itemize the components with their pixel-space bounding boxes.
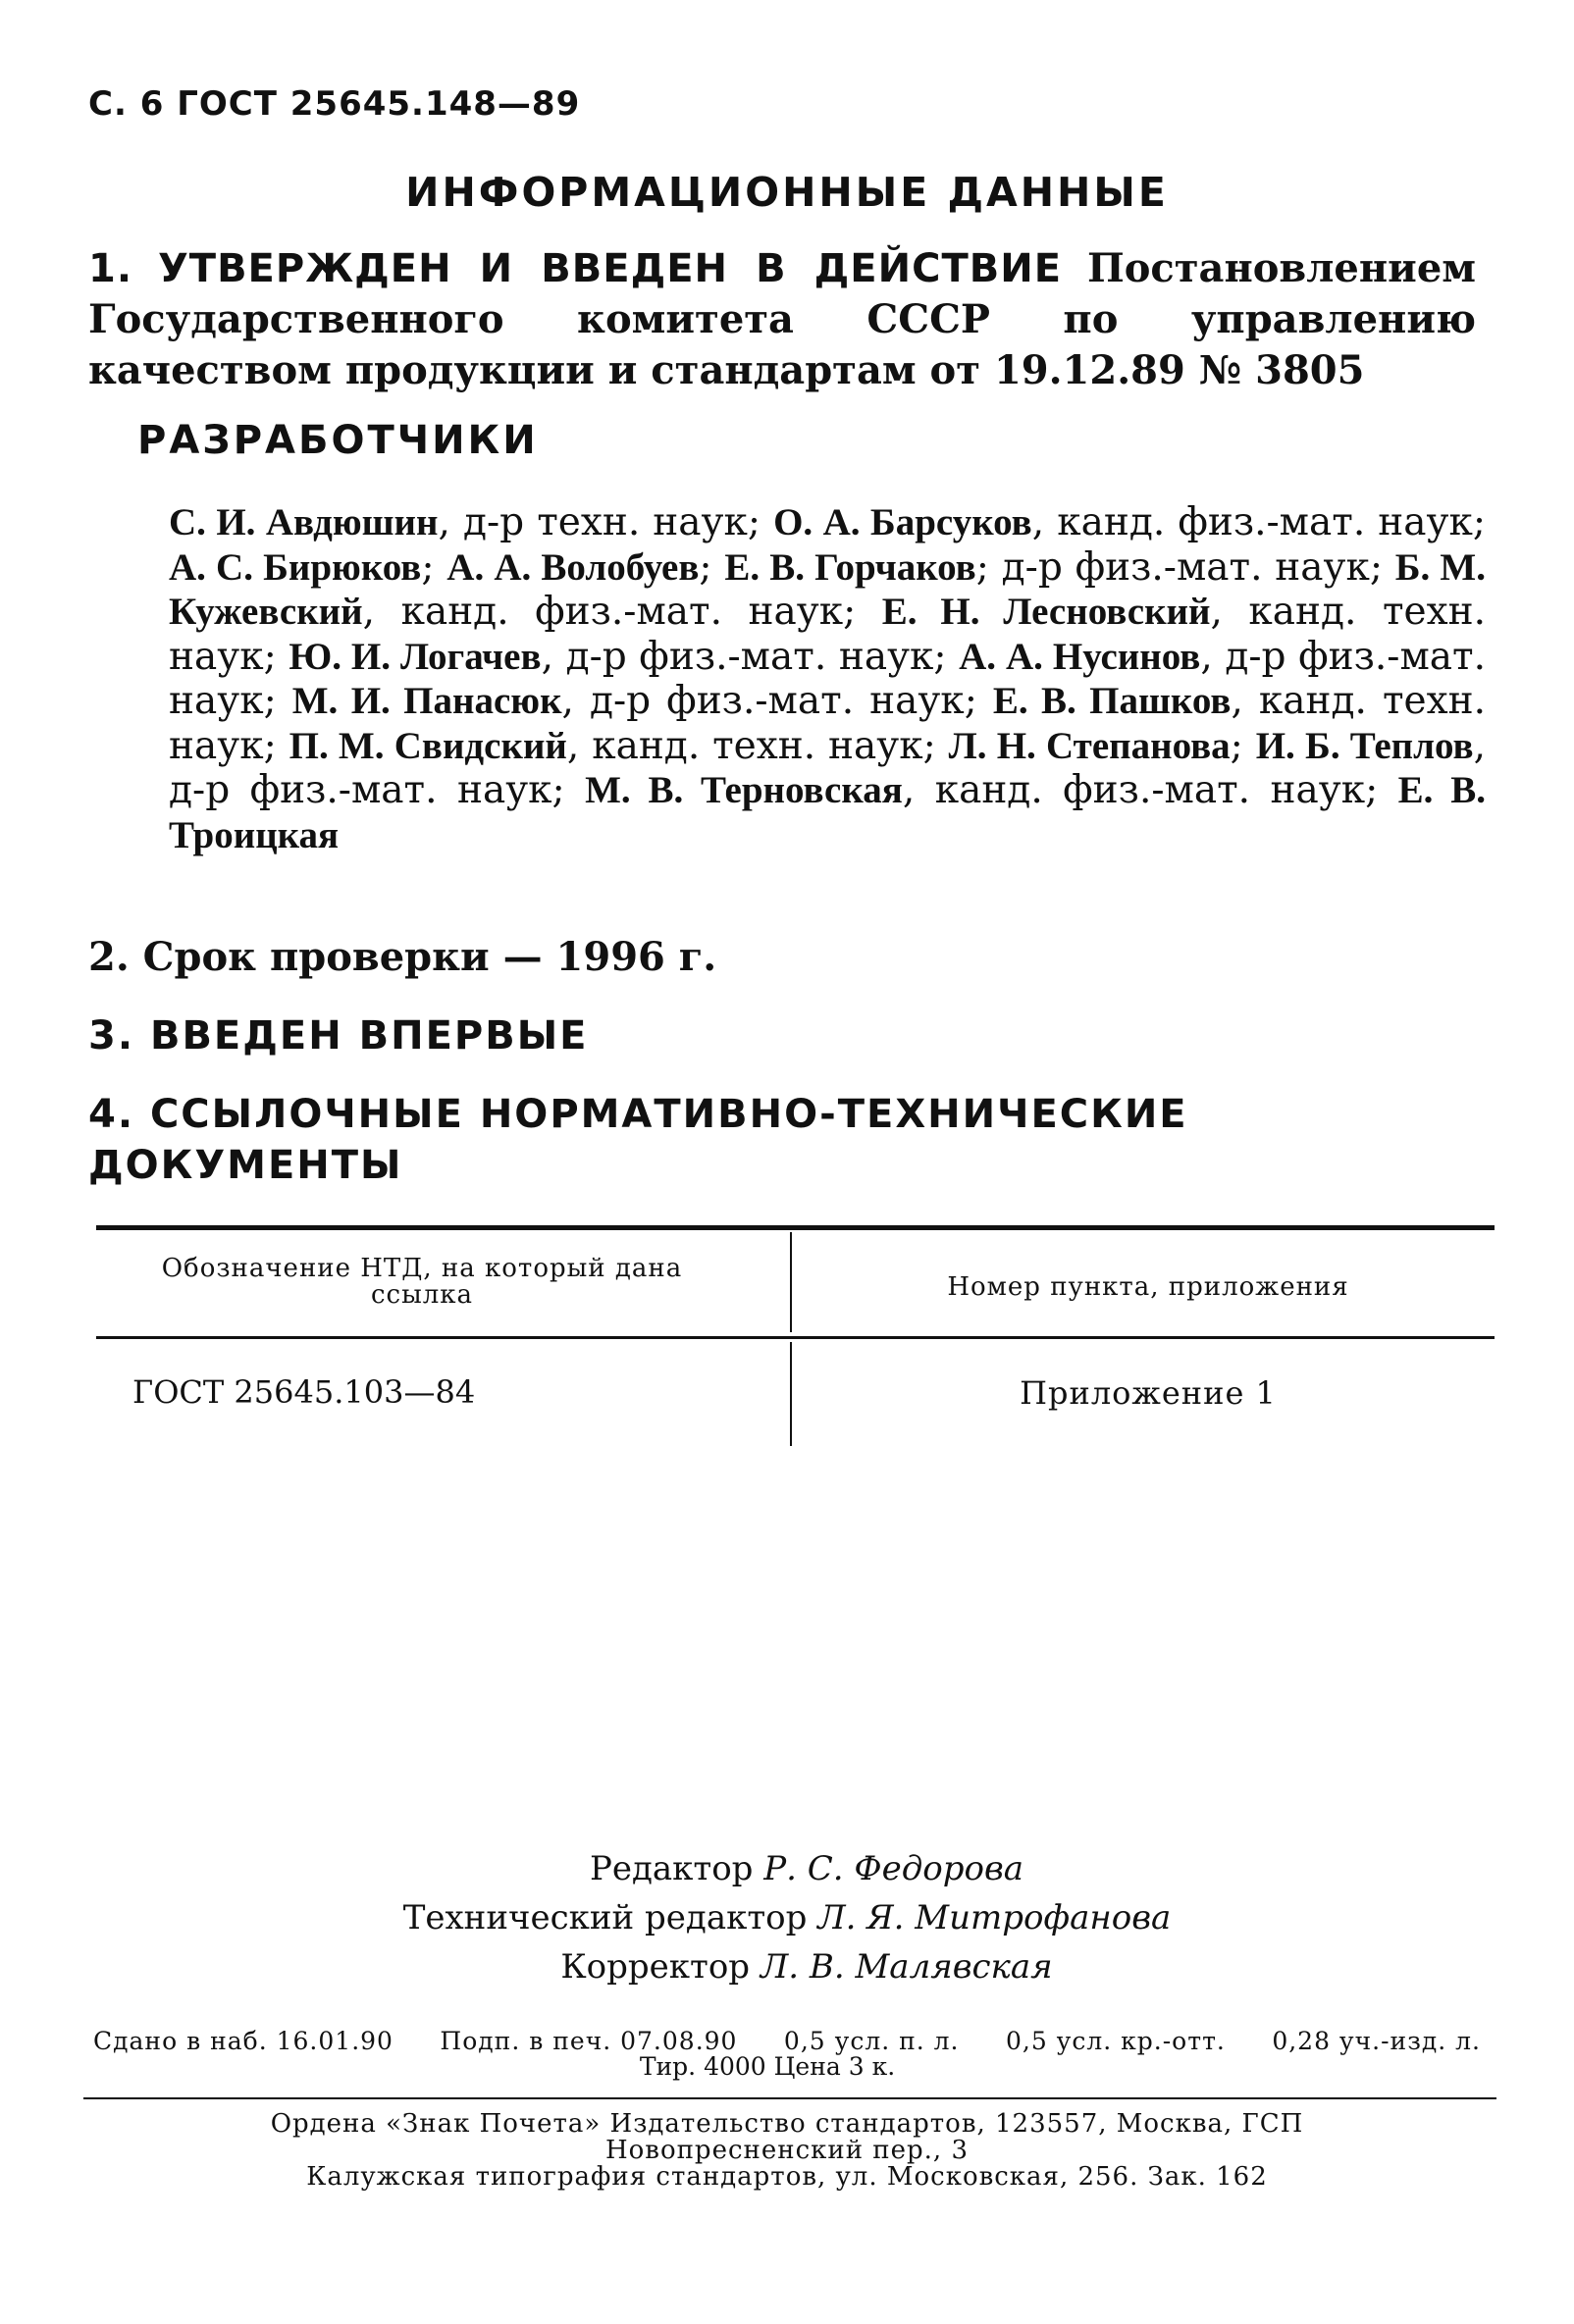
developer-degree: д-р физ.-мат. наук <box>589 679 965 723</box>
imprint-publisher-sheets: 0,28 уч.-изд. л. <box>1272 2027 1481 2055</box>
table-top-rule <box>96 1225 1495 1230</box>
developer-name: О. А. Барсуков <box>773 501 1032 543</box>
developer-name: Е. В. Пашков <box>992 680 1232 722</box>
developer-name: И. Б. Теплов <box>1255 724 1474 767</box>
developer-name: М. И. Панасюк <box>291 680 562 722</box>
imprint-submitted: Сдано в наб. 16.01.90 <box>93 2027 394 2055</box>
credit-person: Л. Я. Митрофанова <box>817 1898 1172 1937</box>
imprint-line-1 <box>93 2029 1481 2054</box>
developer-name: Е. Н. Лесновский <box>881 591 1211 633</box>
table-header-rule <box>96 1336 1495 1339</box>
credit-editor <box>0 1844 1574 1893</box>
developer-name: П. М. Свидский <box>289 724 567 767</box>
item-1-lead: УТВЕРЖДЕН И ВВЕДЕН В ДЕЙСТВИЕ <box>157 246 1063 291</box>
table-column-divider <box>790 1232 792 1332</box>
item-2: 2. Срок проверки — 1996 г. <box>88 934 717 980</box>
developer-name: А. А. Волобуев <box>446 545 700 589</box>
credits <box>0 1844 1574 1991</box>
developer-degree: канд. физ.-мат. наук <box>1057 500 1473 544</box>
item-4: 4. ССЫЛОЧНЫЕ НОРМАТИВНО-ТЕХНИЧЕСКИЕ ДОКУМЕНТЫ <box>88 1092 1188 1188</box>
credit-person: Р. С. Федорова <box>763 1849 1024 1888</box>
publisher-line: Новопресненский пер., 3 <box>604 2136 969 2165</box>
developer-degree: канд. техн. наук <box>592 723 923 768</box>
imprint-rule <box>83 2097 1496 2099</box>
developer-degree: д-р техн. наук <box>462 500 748 544</box>
item-1-text: Постановлением Государственного комитета СССР по управлению качеством продукции и стандартам от 19.12.89 № 3805 <box>88 245 1477 393</box>
developer-name: Е. В. Горчаков <box>724 545 976 589</box>
credit-person: Л. В. Малявская <box>760 1947 1053 1987</box>
credit-role: Технический редактор <box>402 1898 808 1937</box>
publisher-info <box>0 2111 1574 2191</box>
item-1 <box>88 243 1476 396</box>
developer-name: Б. М. Кужевский <box>169 545 1486 633</box>
credit-technical-editor <box>0 1893 1574 1942</box>
developer-degree: д-р физ.-мат. наук <box>169 768 552 812</box>
table-header-designation: Обозначение НТД, на который дана ссылка <box>161 1254 683 1310</box>
developer-degree: канд. физ.-мат. наук <box>934 768 1366 812</box>
table-header-clause: Номер пункта, приложения <box>947 1272 1349 1302</box>
publisher-line: Калужская типография стандартов, ул. Московская, 256. Зак. 162 <box>306 2162 1268 2192</box>
developer-degree: канд. физ.-мат. наук <box>400 590 844 634</box>
table-cell-designation: ГОСТ 25645.103—84 <box>132 1373 476 1411</box>
developer-name: А. С. Бирюков <box>169 545 422 589</box>
credit-proofreader <box>0 1942 1574 1991</box>
imprint-signed: Подп. в печ. 07.08.90 <box>440 2027 738 2055</box>
item-3: 3. ВВЕДЕН ВПЕРВЫЕ <box>88 1013 589 1059</box>
imprint-color-proofs: 0,5 усл. кр.-отт. <box>1005 2027 1226 2055</box>
developers-heading: РАЗРАБОТЧИКИ <box>137 418 539 463</box>
developer-degree: д-р физ.-мат. наук <box>1001 544 1370 590</box>
imprint-print-sheets: 0,5 усл. п. л. <box>783 2027 960 2055</box>
developer-name: С. И. Авдюшин <box>169 501 439 543</box>
developers-list: С. И. Авдюшин, д-р техн. наук; О. А. Барсуков, канд. физ.-мат. наук; А. С. Бирюков; А. А. Волобуев; Е. В. Горчаков; д-р физ.-мат. наук; Б. М. Кужевский, канд. физ.-мат. наук; Е. Н. Лесновский, канд. техн. наук; Ю. И. Логачев, д-р физ.-мат. наук; А. А. Нусинов, д-р физ.-мат. наук; М. И. Панасюк, д-р физ.-мат. наук; Е. В. Пашков, канд. техн. наук; П. М. Свидский, канд. техн. наук; Л. Н. Степанова; И. Б. Теплов, д-р физ.-мат. наук; М. В. Терновская, канд. физ.-мат. наук; Е. В. Троицкая <box>169 500 1487 856</box>
table-column-divider <box>790 1342 792 1446</box>
page-header: С. 6 ГОСТ 25645.148—89 <box>88 84 581 124</box>
developer-name: Л. Н. Степанова <box>948 724 1231 767</box>
developer-degree: канд. техн. наук <box>169 590 1487 679</box>
credit-role: Редактор <box>589 1849 754 1888</box>
publisher-line: Ордена «Знак Почета» Издательство стандартов, 123557, Москва, ГСП <box>270 2109 1304 2139</box>
imprint <box>93 2029 1481 2080</box>
developer-degree: д-р физ.-мат. наук <box>169 634 1487 723</box>
page-title: ИНФОРМАЦИОННЫЕ ДАННЫЕ <box>405 169 1169 216</box>
developer-name: Ю. И. Логачев <box>289 635 542 678</box>
developer-name: М. В. Терновская <box>585 769 903 811</box>
developer-name: Е. В. Троицкая <box>169 769 1486 856</box>
developer-name: А. А. Нусинов <box>959 635 1201 678</box>
imprint-line-2: Тир. 4000 Цена 3 к. <box>639 2052 896 2081</box>
developer-degree: д-р физ.-мат. наук <box>565 634 934 679</box>
table-cell-clause: Приложение 1 <box>1020 1374 1277 1412</box>
credit-role: Корректор <box>560 1947 751 1987</box>
developer-degree: канд. техн. наук <box>169 679 1486 768</box>
item-1-number: 1. <box>88 246 133 291</box>
